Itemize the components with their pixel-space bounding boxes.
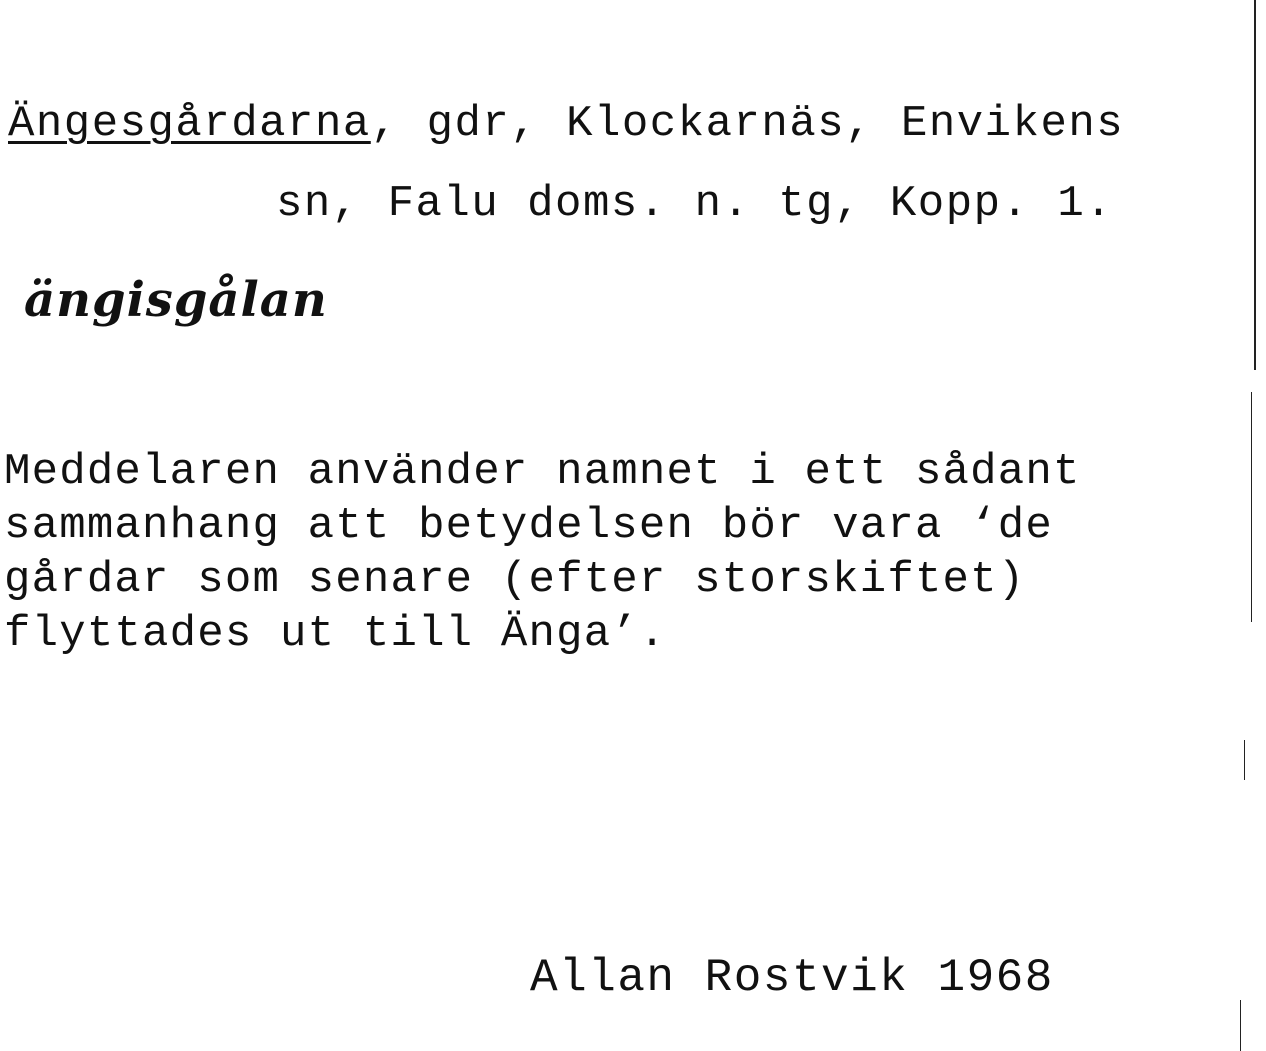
header-line: [8, 99, 1125, 149]
dialect-form-handwritten: ängisgålan: [24, 272, 328, 328]
signature-line: Allan Rostvik 1968: [530, 952, 1054, 1004]
card-edge-line: [1251, 392, 1252, 622]
card-body: [4, 445, 1081, 661]
location-line: sn, Falu doms. n. tg, Kopp. 1.: [276, 179, 1114, 229]
card-edge-line: [1254, 0, 1256, 370]
card-edge-line: [1244, 740, 1245, 780]
body-line: Meddelaren använder namnet i ett sådant: [4, 447, 1081, 497]
card-edge-line: [1240, 1000, 1241, 1051]
header-details: , gdr, Klockarnäs, Envikens: [370, 99, 1125, 149]
headword: Ängesgårdarna: [8, 99, 371, 149]
body-line: sammanhang att betydelsen bör vara ‘de: [4, 501, 1053, 551]
body-line: flyttades ut till Änga’.: [4, 609, 667, 659]
body-line: gårdar som senare (efter storskiftet): [4, 555, 1026, 605]
